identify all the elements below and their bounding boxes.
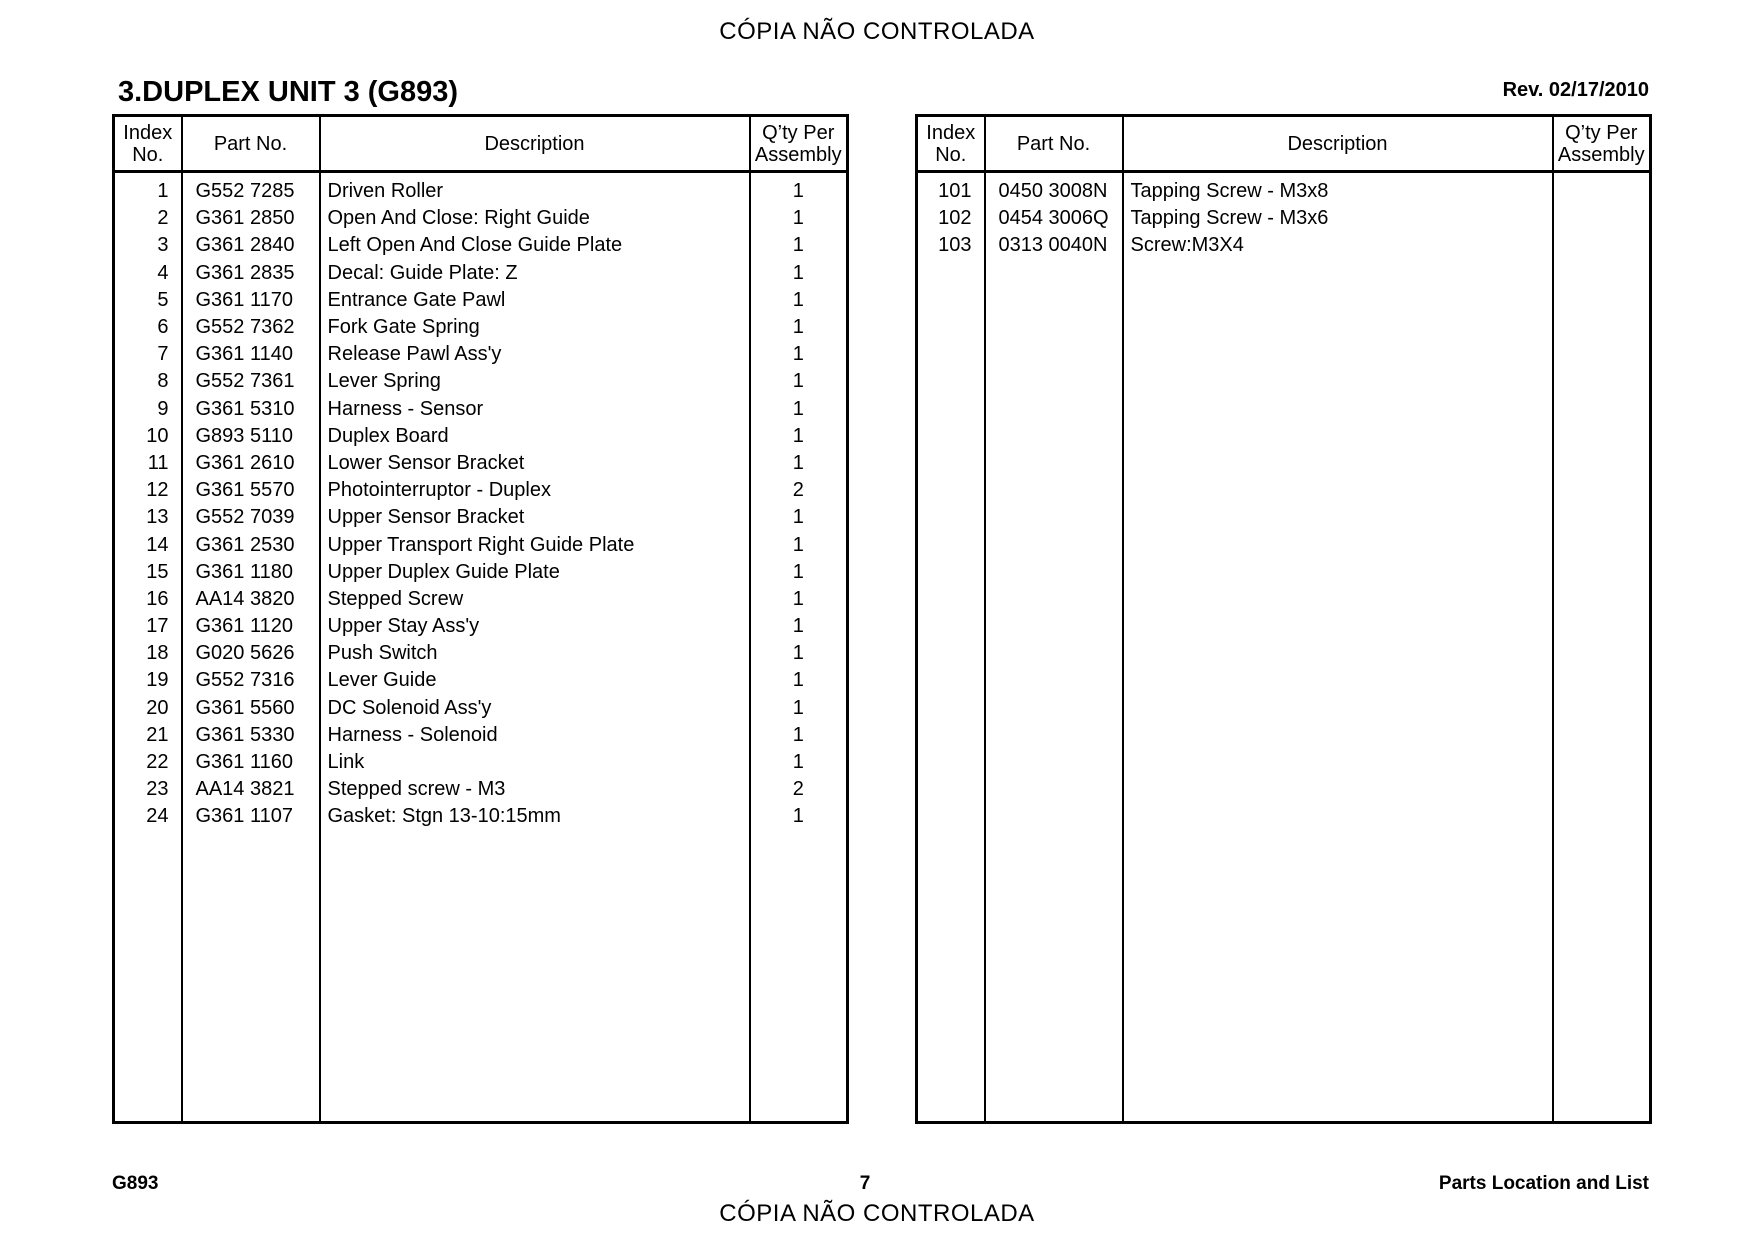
table-row <box>114 504 848 531</box>
cell-index: 21 <box>114 722 182 749</box>
table-filler-row <box>917 260 1651 1122</box>
cell-part-no: G361 2835 <box>182 260 320 287</box>
cell-qty: 1 <box>750 341 848 368</box>
parts-table-left-body <box>114 172 848 1123</box>
cell-part-no: G361 1180 <box>182 559 320 586</box>
revision-date: Rev. 02/17/2010 <box>1502 79 1649 101</box>
cell-index: 17 <box>114 613 182 640</box>
cell-description: Stepped screw - M3 <box>320 776 750 803</box>
table-row <box>114 423 848 450</box>
cell-qty: 1 <box>750 368 848 395</box>
cell-qty: 2 <box>750 776 848 803</box>
table-row <box>114 232 848 259</box>
watermark-top: CÓPIA NÃO CONTROLADA <box>719 18 1035 45</box>
cell-part-no: G552 7362 <box>182 314 320 341</box>
cell-qty: 1 <box>750 613 848 640</box>
cell-part-no: G361 2840 <box>182 232 320 259</box>
parts-table-right <box>915 114 1652 1124</box>
cell-description: Harness - Solenoid <box>320 722 750 749</box>
cell-description: Upper Transport Right Guide Plate <box>320 531 750 558</box>
column-header-index-line1: Index <box>926 121 976 144</box>
cell-index: 23 <box>114 776 182 803</box>
empty-cell <box>1123 260 1553 1122</box>
page-title: 3.DUPLEX UNIT 3 (G893) <box>118 76 459 108</box>
cell-index: 6 <box>114 314 182 341</box>
cell-part-no: 0313 0040N <box>985 232 1123 259</box>
cell-part-no: 0454 3006Q <box>985 205 1123 232</box>
cell-qty: 1 <box>750 232 848 259</box>
table-row <box>114 396 848 423</box>
column-header-description: Description <box>320 116 750 172</box>
table-row <box>114 314 848 341</box>
table-row <box>114 477 848 504</box>
column-header-part-no: Part No. <box>182 116 320 172</box>
table-row <box>917 205 1651 232</box>
cell-part-no: G020 5626 <box>182 640 320 667</box>
cell-description: Upper Duplex Guide Plate <box>320 559 750 586</box>
cell-description: Gasket: Stgn 13-10:15mm <box>320 803 750 830</box>
table-row <box>114 667 848 694</box>
cell-description: Decal: Guide Plate: Z <box>320 260 750 287</box>
table-filler-row <box>114 831 848 1123</box>
cell-index: 19 <box>114 667 182 694</box>
empty-cell <box>320 831 750 1123</box>
cell-qty: 1 <box>750 314 848 341</box>
cell-qty: 1 <box>750 749 848 776</box>
table-row <box>917 232 1651 259</box>
cell-description: Harness - Sensor <box>320 396 750 423</box>
cell-description: DC Solenoid Ass'y <box>320 695 750 722</box>
table-row <box>114 205 848 232</box>
cell-description: Upper Sensor Bracket <box>320 504 750 531</box>
cell-index: 11 <box>114 450 182 477</box>
table-header-row <box>114 116 848 172</box>
cell-description: Tapping Screw - M3x6 <box>1123 205 1553 232</box>
table-row <box>114 531 848 558</box>
cell-index: 24 <box>114 803 182 830</box>
cell-description: Release Pawl Ass'y <box>320 341 750 368</box>
empty-cell <box>182 831 320 1123</box>
cell-part-no: G552 7039 <box>182 504 320 531</box>
footer-section: Parts Location and List <box>1438 1173 1649 1194</box>
table-header-row <box>917 116 1651 172</box>
cell-description: Fork Gate Spring <box>320 314 750 341</box>
table-row <box>114 640 848 667</box>
column-header-index <box>917 116 985 172</box>
cell-index: 15 <box>114 559 182 586</box>
cell-index: 9 <box>114 396 182 423</box>
table-row <box>114 586 848 613</box>
cell-description: Open And Close: Right Guide <box>320 205 750 232</box>
column-header-index-line1: Index <box>123 121 173 144</box>
cell-description: Lever Guide <box>320 667 750 694</box>
cell-part-no: G361 1170 <box>182 287 320 314</box>
table-row <box>114 287 848 314</box>
cell-qty: 1 <box>750 695 848 722</box>
cell-qty: 1 <box>750 640 848 667</box>
cell-part-no: G361 2850 <box>182 205 320 232</box>
cell-part-no: G361 2610 <box>182 450 320 477</box>
cell-part-no: AA14 3820 <box>182 586 320 613</box>
cell-qty: 1 <box>750 803 848 830</box>
cell-part-no: AA14 3821 <box>182 776 320 803</box>
cell-description: Duplex Board <box>320 423 750 450</box>
cell-index: 1 <box>114 172 182 206</box>
empty-cell <box>917 260 985 1122</box>
cell-description: Link <box>320 749 750 776</box>
cell-qty: 1 <box>750 504 848 531</box>
cell-part-no: 0450 3008N <box>985 172 1123 206</box>
cell-index: 7 <box>114 341 182 368</box>
column-header-part-no: Part No. <box>985 116 1123 172</box>
cell-qty: 1 <box>750 586 848 613</box>
table-row <box>114 695 848 722</box>
column-header-qty-line1: Q’ty Per <box>762 121 835 144</box>
table-row <box>114 260 848 287</box>
cell-qty: 2 <box>750 477 848 504</box>
cell-part-no: G361 1140 <box>182 341 320 368</box>
cell-description: Driven Roller <box>320 172 750 206</box>
column-header-qty-line1: Q’ty Per <box>1565 121 1638 144</box>
column-header-qty-line2: Assembly <box>754 143 842 166</box>
footer-model: G893 <box>112 1173 159 1194</box>
cell-description: Photointerruptor - Duplex <box>320 477 750 504</box>
cell-index: 101 <box>917 172 985 206</box>
cell-part-no: G361 2530 <box>182 531 320 558</box>
table-row <box>114 776 848 803</box>
cell-qty: 1 <box>750 559 848 586</box>
cell-index: 10 <box>114 423 182 450</box>
cell-part-no: G552 7316 <box>182 667 320 694</box>
cell-qty: 1 <box>750 260 848 287</box>
empty-cell <box>985 260 1123 1122</box>
cell-qty: 1 <box>750 667 848 694</box>
cell-part-no: G552 7285 <box>182 172 320 206</box>
cell-part-no: G361 5310 <box>182 396 320 423</box>
table-row <box>114 368 848 395</box>
cell-qty: 1 <box>750 423 848 450</box>
cell-index: 22 <box>114 749 182 776</box>
cell-index: 20 <box>114 695 182 722</box>
empty-cell <box>750 831 848 1123</box>
cell-index: 8 <box>114 368 182 395</box>
cell-part-no: G361 1160 <box>182 749 320 776</box>
cell-qty <box>1553 232 1651 259</box>
cell-index: 12 <box>114 477 182 504</box>
column-header-description: Description <box>1123 116 1553 172</box>
table-row <box>114 341 848 368</box>
table-row <box>114 450 848 477</box>
column-header-index-line2: No. <box>132 143 164 166</box>
column-header-qty <box>1553 116 1651 172</box>
cell-description: Upper Stay Ass'y <box>320 613 750 640</box>
cell-index: 14 <box>114 531 182 558</box>
cell-index: 13 <box>114 504 182 531</box>
cell-description: Entrance Gate Pawl <box>320 287 750 314</box>
cell-qty: 1 <box>750 287 848 314</box>
empty-cell <box>1553 260 1651 1122</box>
table-row <box>114 559 848 586</box>
table-row <box>114 613 848 640</box>
column-header-index <box>114 116 182 172</box>
cell-qty <box>1553 205 1651 232</box>
cell-index: 18 <box>114 640 182 667</box>
cell-index: 2 <box>114 205 182 232</box>
cell-description: Push Switch <box>320 640 750 667</box>
cell-index: 102 <box>917 205 985 232</box>
cell-qty: 1 <box>750 450 848 477</box>
cell-index: 4 <box>114 260 182 287</box>
empty-cell <box>114 831 182 1123</box>
cell-description: Tapping Screw - M3x8 <box>1123 172 1553 206</box>
cell-description: Lower Sensor Bracket <box>320 450 750 477</box>
cell-qty: 1 <box>750 172 848 206</box>
parts-table-right-body <box>917 172 1651 1123</box>
table-row <box>114 803 848 830</box>
cell-qty: 1 <box>750 396 848 423</box>
cell-qty <box>1553 172 1651 206</box>
cell-description: Stepped Screw <box>320 586 750 613</box>
cell-description: Screw:M3X4 <box>1123 232 1553 259</box>
column-header-index-line2: No. <box>935 143 967 166</box>
cell-index: 5 <box>114 287 182 314</box>
table-row <box>114 722 848 749</box>
cell-part-no: G893 5110 <box>182 423 320 450</box>
cell-part-no: G552 7361 <box>182 368 320 395</box>
cell-part-no: G361 5570 <box>182 477 320 504</box>
cell-index: 103 <box>917 232 985 259</box>
parts-table-left <box>112 114 849 1124</box>
footer-page-number: 7 <box>859 1173 871 1194</box>
cell-qty: 1 <box>750 205 848 232</box>
cell-description: Lever Spring <box>320 368 750 395</box>
table-row <box>114 172 848 206</box>
cell-qty: 1 <box>750 531 848 558</box>
table-row <box>114 749 848 776</box>
cell-description: Left Open And Close Guide Plate <box>320 232 750 259</box>
table-row <box>917 172 1651 206</box>
watermark-bottom: CÓPIA NÃO CONTROLADA <box>719 1200 1035 1227</box>
column-header-qty <box>750 116 848 172</box>
cell-qty: 1 <box>750 722 848 749</box>
cell-part-no: G361 5330 <box>182 722 320 749</box>
column-header-qty-line2: Assembly <box>1557 143 1645 166</box>
cell-index: 3 <box>114 232 182 259</box>
cell-part-no: G361 5560 <box>182 695 320 722</box>
cell-part-no: G361 1107 <box>182 803 320 830</box>
cell-part-no: G361 1120 <box>182 613 320 640</box>
cell-index: 16 <box>114 586 182 613</box>
